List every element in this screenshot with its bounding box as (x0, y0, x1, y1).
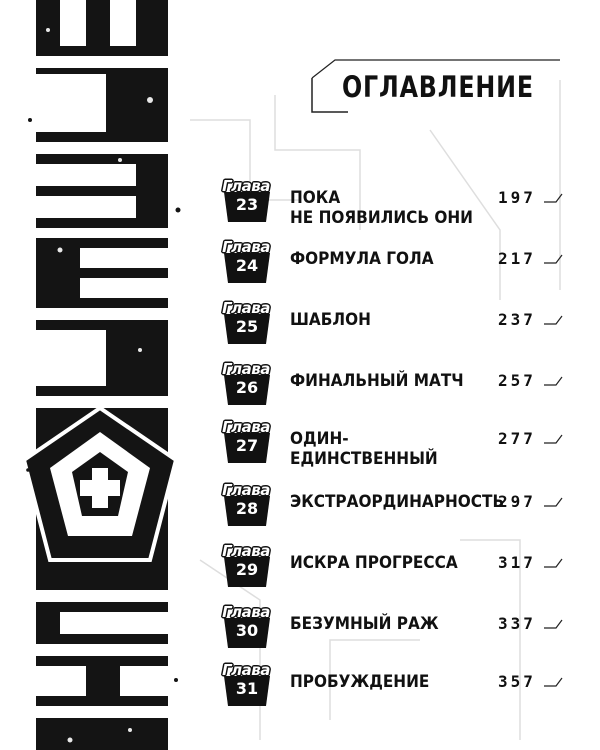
chapter-number: 26 (235, 378, 259, 397)
chapter-number: 30 (235, 621, 259, 640)
chapter-label: Глава (222, 360, 270, 378)
chapter-title: ПРОБУЖДЕНИЕ (290, 672, 430, 692)
chapter-row[interactable] (218, 482, 590, 532)
chapter-number: 25 (235, 317, 259, 336)
chapter-row[interactable] (218, 300, 590, 350)
page-pointer-line (218, 239, 590, 289)
chapter-number: 31 (235, 679, 259, 698)
page-pointer-line (218, 604, 590, 654)
chapter-label: Глава (222, 299, 270, 317)
chapter-title: ФИНАЛЬНЫЙ МАТЧ (290, 371, 464, 391)
page-pointer-line (218, 178, 590, 228)
chapter-row[interactable] (218, 604, 590, 654)
chapter-number: 27 (235, 436, 259, 455)
chapter-number: 24 (235, 256, 259, 275)
chapter-row[interactable] (218, 419, 590, 469)
page-pointer-line (218, 300, 590, 350)
chapter-page-number: 277 (498, 429, 536, 448)
chapter-title: ПОКА НЕ ПОЯВИЛИСЬ ОНИ (290, 188, 473, 228)
chapter-page-number: 357 (498, 672, 536, 691)
chapter-label: Глава (222, 177, 270, 195)
chapter-title: ОДИН- ЕДИНСТВЕННЫЙ (290, 429, 438, 469)
chapter-number: 23 (235, 195, 259, 214)
chapter-page-number: 237 (498, 310, 536, 329)
chapter-row[interactable] (218, 361, 590, 411)
chapter-label: Глава (222, 238, 270, 256)
page-pointer-line (218, 482, 590, 532)
chapter-page-number: 217 (498, 249, 536, 268)
chapter-title: ИСКРА ПРОГРЕССА (290, 553, 458, 573)
chapter-row[interactable] (218, 239, 590, 289)
page-pointer-line (218, 543, 590, 593)
chapter-page-number: 297 (498, 492, 536, 511)
page-pointer-line (218, 662, 590, 712)
chapter-label: Глава (222, 418, 270, 436)
chapter-number: 29 (235, 560, 259, 579)
chapter-title: ЭКСТРАОРДИНАРНОСТЬ (290, 492, 505, 512)
chapter-page-number: 317 (498, 553, 536, 572)
chapter-label: Глава (222, 481, 270, 499)
chapter-row[interactable] (218, 662, 590, 712)
chapter-label: Глава (222, 603, 270, 621)
chapter-page-number: 337 (498, 614, 536, 633)
chapter-title: БЕЗУМНЫЙ РАЖ (290, 614, 439, 634)
chapter-label: Глава (222, 661, 270, 679)
chapter-page-number: 197 (498, 188, 536, 207)
chapter-title: ФОРМУЛА ГОЛА (290, 249, 434, 269)
page-title: ОГЛАВЛЕНИЕ (342, 70, 534, 104)
page-pointer-line (218, 419, 590, 469)
chapter-number: 28 (235, 499, 259, 518)
chapter-title: ШАБЛОН (290, 310, 371, 330)
chapter-row[interactable] (218, 178, 590, 228)
chapter-page-number: 257 (498, 371, 536, 390)
chapter-label: Глава (222, 542, 270, 560)
chapter-row[interactable] (218, 543, 590, 593)
page-pointer-line (218, 361, 590, 411)
